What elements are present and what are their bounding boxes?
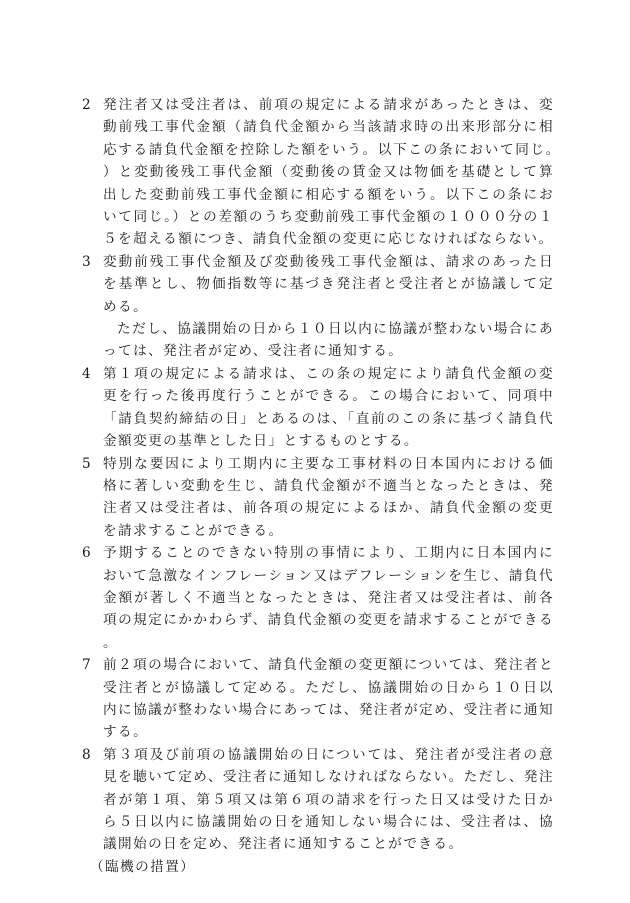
clause-number: 5: [82, 455, 93, 472]
clause-3: [82, 251, 554, 318]
document-page: [82, 94, 554, 878]
clause-4: [82, 363, 554, 453]
clause-text: 変動前残工事代金額及び変動後残工事代金額は、請求のあった日を基準とし、物価指数等に基づき発注者と受注者とが協議して定める。: [103, 253, 554, 315]
section-heading: （臨機の措置）: [90, 858, 196, 875]
clause-8: [82, 744, 554, 856]
clause-2: [82, 94, 554, 251]
clause-number: 8: [82, 746, 93, 763]
clause-number: 4: [82, 365, 93, 382]
clause-3-continuation: [82, 318, 554, 363]
clause-text: 前２項の場合において、請負代金額の変更額については、発注者と受注者とが協議して定める。ただし、協議開始の日から１０日以内に協議が整わない場合にあっては、発注者が定め、受注者に通知する。: [103, 657, 554, 741]
clause-6: [82, 542, 554, 654]
clause-number: 2: [82, 97, 93, 113]
clause-7: [82, 654, 554, 744]
clause-text: 予期することのできない特別の事情により、工期内に日本国内において急激なインフレーション又はデフレーションを生じ、請負代金額が著しく不適当となったときは、発注者又は受注者は、前各項の規定にかかわらず、請負代金額の変更を請求することができる。: [103, 545, 554, 651]
clause-continuation-text: ただし、協議開始の日から１０日以内に協議が整わない場合にあっては、発注者が定め、受注者に通知する。: [103, 321, 554, 360]
clause-text: 第３項及び前項の協議開始の日については、発注者が受注者の意見を聴いて定め、受注者に通知しなければならない。ただし、発注者が第１項、第５項又は第６項の請求を行った日又は受けた日から５日以内に協議開始の日を通知しない場合には、受注者は、協議開始の日を定め、発注者に通知することができる。: [103, 746, 554, 853]
clause-number: 7: [82, 657, 93, 674]
clause-text: 特別な要因により工期内に主要な工事材料の日本国内における価格に著しい変動を生じ、請負代金額が不適当となったときは、発注者又は受注者は、前各項の規定によるほか、請負代金額の変更を請求することができる。: [103, 455, 554, 539]
clause-number: 6: [82, 545, 93, 562]
clause-5: [82, 453, 554, 543]
clause-text: 発注者又は受注者は、前項の規定による請求があったときは、変動前残工事代金額（請負代金額から当該請求時の出来形部分に相応する請負代金額を控除した額をいう。以下この条において同じ。）と変動後残工事代金額（変動後の賃金又は物価を基礎として算出した変動前残工事代金額に相応する額をいう。以下この条において同じ。）との差額のうち変動前残工事代金額の１０００分の１５を超える額につき、請負代金額の変更に応じなければならない。: [103, 97, 554, 248]
clause-text: 第１項の規定による請求は、この条の規定により請負代金額の変更を行った後再度行うことができる。この場合において、同項中「請負契約締結の日」とあるのは、「直前のこの条に基づく請負代金額変更の基準とした日」とするものとする。: [103, 365, 554, 450]
clause-number: 3: [82, 253, 93, 270]
